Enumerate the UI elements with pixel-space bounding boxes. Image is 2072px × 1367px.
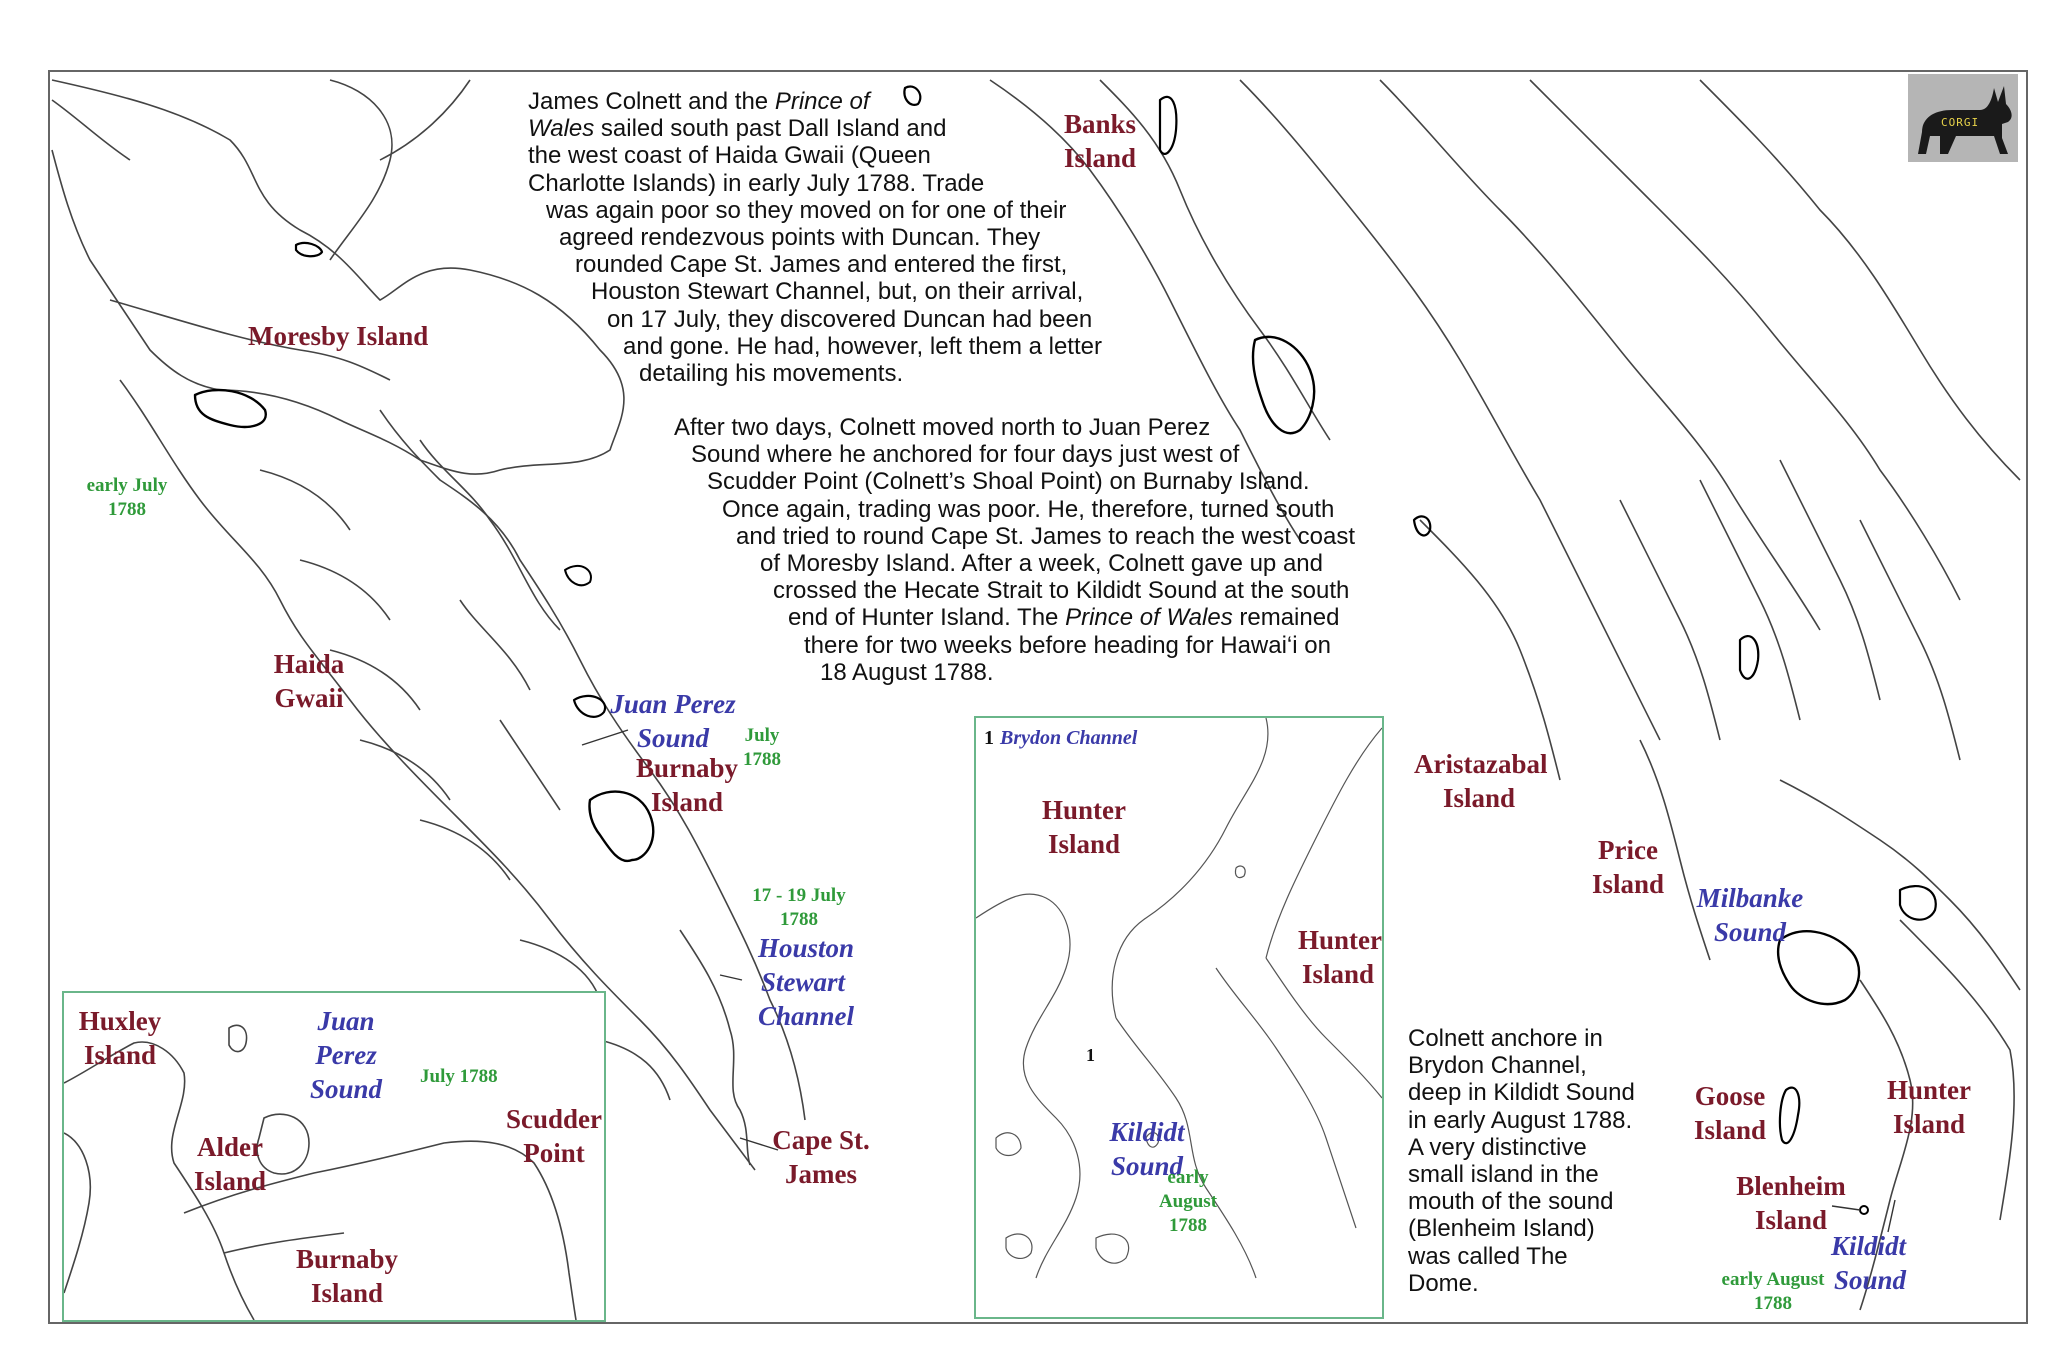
label-kildidt-sound-right: Kildidt Sound bbox=[1830, 1231, 1906, 1295]
island-goose bbox=[1780, 1088, 1799, 1144]
inset-number: 1 bbox=[984, 727, 994, 749]
narrative-line: agreed rendezvous points with Duncan. They bbox=[559, 224, 1041, 252]
label-banks-island: Banks Island bbox=[1063, 109, 1137, 173]
inset-label-scudder-point: Scudder Point bbox=[505, 1104, 603, 1168]
narrative-line: the west coast of Haida Gwaii (Queen bbox=[528, 142, 931, 170]
narrative-line: James Colnett and the Prince of bbox=[528, 88, 870, 115]
island-small-1 bbox=[565, 566, 591, 585]
inset-label-hunter-island-2: Hunter Island bbox=[1298, 925, 1382, 989]
coastline-south-tip bbox=[680, 930, 750, 1165]
coastline-milbanke bbox=[1780, 780, 2020, 990]
inset-label-juan-perez-sound: Juan Perez Sound bbox=[309, 1006, 383, 1104]
island-north-2 bbox=[296, 243, 322, 256]
island-milbanke-dark-2 bbox=[1900, 886, 1936, 920]
narrative-line: Houston Stewart Channel, but, on their arrival, bbox=[591, 278, 1084, 306]
narrative-line: Scudder Point (Colnett’s Shoal Point) on Burnaby Island. bbox=[707, 468, 1310, 496]
narrative-line: crossed the Hecate Strait to Kildidt Sound at the south bbox=[773, 577, 1350, 605]
pointer-houston bbox=[720, 975, 742, 980]
label-cape-st-james: Cape St. James bbox=[772, 1125, 870, 1189]
inset-label-hunter-island-1: Hunter Island bbox=[1042, 795, 1126, 859]
island-blenheim bbox=[1860, 1206, 1868, 1214]
narrative-line: After two days, Colnett moved north to Juan Perez bbox=[674, 414, 1211, 441]
narrative-line: was again poor so they moved on for one of their bbox=[546, 196, 1067, 224]
narrative-line: 18 August 1788. bbox=[820, 658, 994, 686]
narrative-paragraph-1 bbox=[528, 88, 1102, 387]
label-haida-gwaii: Haida Gwaii bbox=[273, 649, 345, 713]
island-juan-perez bbox=[574, 696, 605, 717]
island-north-1 bbox=[195, 390, 266, 427]
label-blenheim-island: Blenheim Island bbox=[1736, 1171, 1846, 1235]
label-early-july: early July 1788 bbox=[86, 475, 168, 520]
label-houston-stewart-channel: Houston Stewart Channel bbox=[758, 933, 855, 1031]
coastline-mainland-3 bbox=[1530, 80, 1960, 600]
inset-label-burnaby-island: Burnaby Island bbox=[295, 1244, 399, 1308]
label-juan-perez-sound: Juan Perez Sound bbox=[610, 689, 736, 753]
narrative-line: of Moresby Island. After a week, Colnett gave up and bbox=[760, 550, 1323, 578]
label-milbanke-sound: Milbanke Sound bbox=[1696, 883, 1804, 947]
inset-brydon-west bbox=[976, 894, 1080, 1278]
inset-label-july-1788: July 1788 bbox=[420, 1066, 498, 1087]
inset-juan-perez bbox=[62, 991, 606, 1322]
narrative-line: Once again, trading was poor. He, therefore, turned south bbox=[722, 495, 1335, 523]
narrative-line: and tried to round Cape St. James to reach the west coast bbox=[736, 522, 1356, 550]
narrative-line: Wales sailed south past Dall Island and bbox=[528, 115, 947, 143]
label-hunter-island-right: Hunter Island bbox=[1887, 1075, 1971, 1139]
corgi-logo bbox=[1908, 74, 2018, 162]
label-burnaby-island: Burnaby Island bbox=[635, 753, 739, 817]
inset-label-kildidt-sound: Kildidt Sound bbox=[1109, 1117, 1185, 1181]
coastline-moresby-inner bbox=[420, 440, 560, 810]
label-july: July 1788 bbox=[743, 725, 781, 770]
island-east-2 bbox=[1414, 516, 1430, 535]
label-early-august-right: early August 1788 bbox=[1721, 1269, 1825, 1314]
label-17-19-july: 17 - 19 July 1788 bbox=[752, 885, 846, 930]
inset-huxley-west bbox=[64, 1133, 90, 1293]
inset-brydon-channel bbox=[974, 716, 1384, 1319]
coastline-channels bbox=[1620, 460, 1960, 760]
inset-small-islet bbox=[229, 1025, 247, 1051]
logo-text: CORGI bbox=[1941, 116, 1980, 129]
label-price-island: Price Island bbox=[1591, 835, 1665, 899]
narrative-paragraph-2 bbox=[674, 414, 1355, 686]
narrative-line: rounded Cape St. James and entered the first, bbox=[575, 251, 1068, 279]
narrative-line: on 17 July, they discovered Duncan had been bbox=[607, 305, 1093, 333]
inset-islet-5 bbox=[1235, 866, 1245, 878]
inset-label-alder-island: Alder Island bbox=[193, 1132, 267, 1196]
inset-islet-1 bbox=[996, 1133, 1021, 1156]
coastline-aristazabal bbox=[1420, 520, 1560, 780]
inset-islet-2 bbox=[1006, 1234, 1032, 1258]
inset-islet-3 bbox=[1096, 1234, 1129, 1263]
narrative-line: there for two weeks before heading for Hawai‘i on bbox=[804, 631, 1331, 659]
narrative-line: end of Hunter Island. The Prince of Wales remained bbox=[788, 604, 1340, 632]
coastline-southeast bbox=[1900, 920, 2014, 1220]
inset-label-early-august: early August 1788 bbox=[1158, 1167, 1218, 1236]
inset-title-brydon-channel: Brydon Channel bbox=[1000, 727, 1138, 749]
label-goose-island: Goose Island bbox=[1693, 1081, 1767, 1145]
island-east-3 bbox=[1740, 636, 1758, 679]
narrative-line: and gone. He had, however, left them a letter bbox=[623, 332, 1102, 360]
inset-marker-1: 1 bbox=[1086, 1045, 1095, 1065]
label-aristazabal-island: Aristazabal Island bbox=[1414, 749, 1548, 813]
narrative-line: Charlotte Islands) in early July 1788. Trade bbox=[528, 169, 985, 197]
inset-label-huxley-island: Huxley Island bbox=[78, 1006, 162, 1070]
brydon-channel-note: Colnett anchore in Brydon Channel, deep in Kildidt Sound in early August 1788. A very distinctive small island in the mouth of the sound (Blenheim Island) was called The Dome. bbox=[1408, 1025, 1635, 1297]
label-moresby-island: Moresby Island bbox=[248, 321, 429, 351]
narrative-line: detailing his movements. bbox=[639, 360, 904, 388]
narrative-line: Sound where he anchored for four days just west of bbox=[691, 441, 1240, 469]
